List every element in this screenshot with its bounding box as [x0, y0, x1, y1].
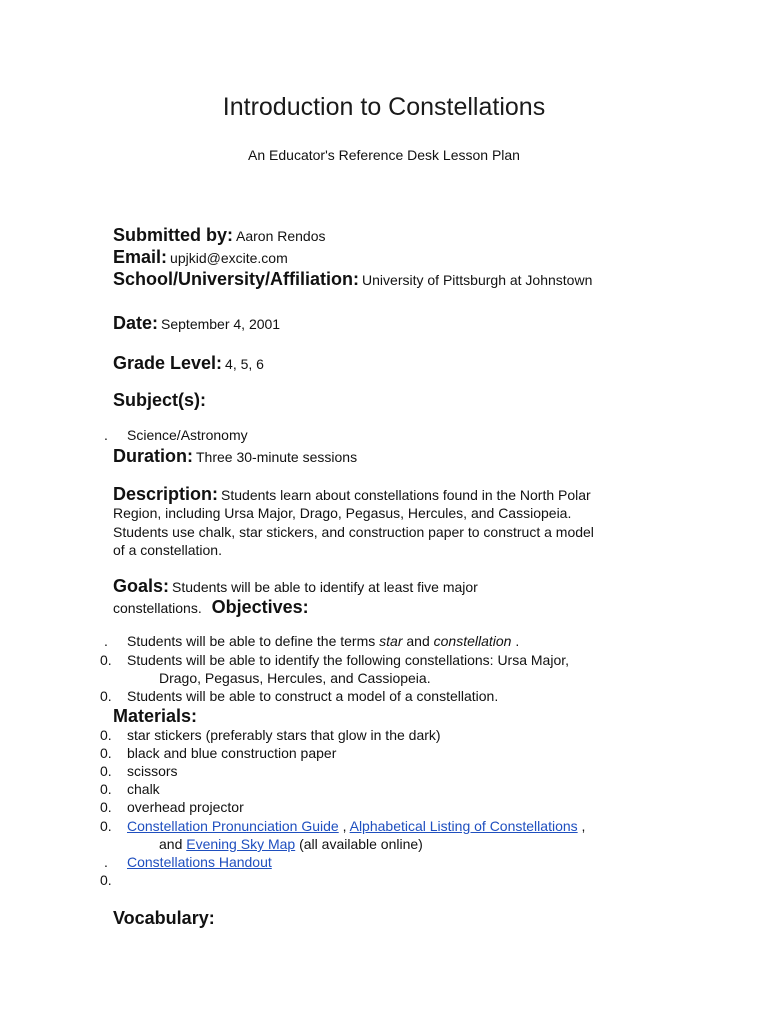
separator: ,: [338, 818, 350, 834]
description-line-3: Students use chalk, star stickers, and construction paper to construct a model: [113, 524, 594, 540]
list-bullet: 0.: [100, 688, 112, 704]
continuation-text: and: [159, 836, 187, 852]
objective-text: Students will be able to define the terms: [127, 633, 380, 649]
list-bullet: .: [104, 633, 108, 649]
subjects-heading: Subject(s):: [113, 390, 207, 410]
email-field: [113, 247, 288, 268]
goals-label: Goals:: [113, 576, 170, 596]
page-title: Introduction to Constellations: [222, 93, 546, 121]
objective-item: Students will be able to construct a model of a constellation.: [127, 688, 499, 704]
material-links-continuation: [159, 836, 423, 852]
list-bullet: 0.: [100, 652, 112, 668]
submitted-by-value: Aaron Rendos: [236, 228, 326, 244]
description-label: Description:: [113, 484, 219, 504]
material-item: star stickers (preferably stars that glow in the dark): [127, 727, 441, 743]
material-item: [127, 854, 272, 870]
duration-field: [113, 446, 357, 467]
submitted-by-field: [113, 225, 326, 246]
alphabetical-listing-link[interactable]: Alphabetical Listing of Constellations: [349, 818, 578, 834]
list-bullet: 0.: [100, 745, 112, 761]
term-star: star: [379, 633, 403, 649]
date-value: September 4, 2001: [161, 316, 281, 332]
list-bullet: 0.: [100, 763, 112, 779]
list-bullet: 0.: [100, 727, 112, 743]
subject-item: Science/Astronomy: [127, 427, 248, 443]
list-bullet: .: [104, 427, 108, 443]
grade-label: Grade Level:: [113, 353, 223, 373]
goals-field: [113, 576, 478, 597]
page-subtitle: An Educator's Reference Desk Lesson Plan: [248, 147, 520, 163]
school-field: [113, 269, 592, 290]
continuation-text: (all available online): [295, 836, 423, 852]
list-bullet: 0.: [100, 781, 112, 797]
description-line-2: Region, including Ursa Major, Drago, Pegasus, Hercules, and Cassiopeia.: [113, 505, 572, 521]
materials-heading: Materials:: [113, 706, 198, 726]
material-item: scissors: [127, 763, 178, 779]
school-label: School/University/Affiliation:: [113, 269, 360, 289]
grade-value: 4, 5, 6: [225, 356, 264, 372]
goals-line-1: Students will be able to identify at least five major: [172, 579, 478, 595]
date-field: [113, 313, 280, 334]
duration-label: Duration:: [113, 446, 193, 466]
goals-line-2: constellations.: [113, 600, 202, 616]
submitted-by-label: Submitted by:: [113, 225, 233, 245]
evening-sky-map-link[interactable]: Evening Sky Map: [186, 836, 296, 852]
material-item: black and blue construction paper: [127, 745, 337, 761]
objective-text: .: [511, 633, 520, 649]
objective-item: [127, 633, 519, 649]
objective-text: and: [402, 633, 434, 649]
grade-field: [113, 353, 264, 374]
goals-objectives-row: [113, 597, 309, 618]
vocabulary-heading: Vocabulary:: [113, 908, 215, 928]
email-label: Email:: [113, 247, 168, 267]
email-value: upjkid@excite.com: [170, 250, 288, 266]
description-line-4: of a constellation.: [113, 542, 222, 558]
list-bullet: .: [104, 854, 108, 870]
term-constellation: constellation: [433, 633, 512, 649]
constellations-handout-link[interactable]: Constellations Handout: [127, 854, 272, 870]
material-links-item: [127, 818, 585, 834]
description-field: [113, 484, 591, 505]
material-item: chalk: [127, 781, 160, 797]
duration-value: Three 30-minute sessions: [196, 449, 358, 465]
list-bullet: 0.: [100, 818, 112, 834]
list-bullet: 0.: [100, 799, 112, 815]
list-bullet: 0.: [100, 872, 112, 888]
material-item: overhead projector: [127, 799, 244, 815]
pronunciation-guide-link[interactable]: Constellation Pronunciation Guide: [127, 818, 339, 834]
objective-item: Students will be able to identify the following constellations: Ursa Major,: [127, 652, 570, 668]
description-line-1: Students learn about constellations found in the North Polar: [221, 487, 591, 503]
separator: ,: [577, 818, 586, 834]
school-value: University of Pittsburgh at Johnstown: [362, 272, 593, 288]
objectives-heading: Objectives:: [211, 597, 309, 617]
objective-item-continuation: Drago, Pegasus, Hercules, and Cassiopeia.: [159, 670, 431, 686]
date-label: Date:: [113, 313, 159, 333]
